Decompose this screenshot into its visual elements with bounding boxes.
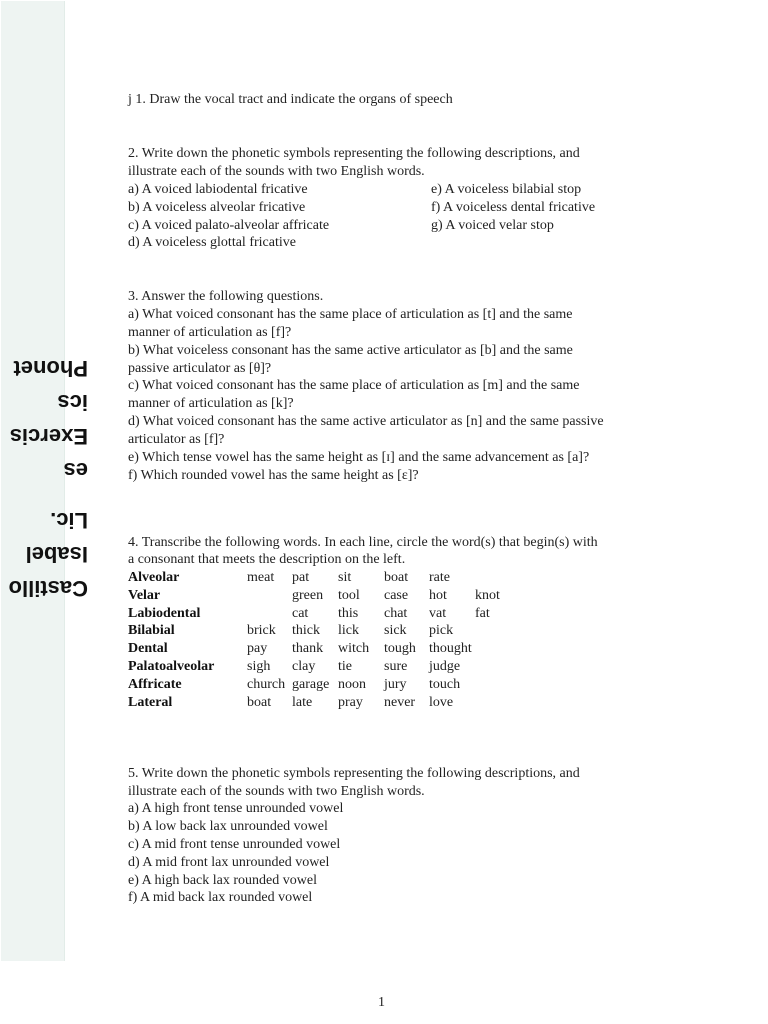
q2-item: c) A voiced palato-alveolar affricate bbox=[128, 218, 330, 233]
word-cell: sure bbox=[384, 659, 408, 674]
q3-line: f) Which rounded vowel has the same height as [ɛ]? bbox=[128, 468, 419, 483]
word-cell: knot bbox=[475, 588, 500, 603]
word-cell: clay bbox=[292, 659, 316, 674]
q4-intro: 4. Transcribe the following words. In each line, circle the word(s) that begin(s) with bbox=[128, 535, 598, 550]
row-label: Bilabial bbox=[128, 623, 175, 638]
row-label: Labiodental bbox=[128, 606, 201, 621]
word-cell: thick bbox=[292, 623, 320, 638]
q5-line: illustrate each of the sounds with two English words. bbox=[128, 784, 425, 799]
word-cell: witch bbox=[338, 641, 370, 656]
word-cell: late bbox=[292, 695, 313, 710]
q2-item: g) A voiced velar stop bbox=[431, 218, 554, 233]
word-cell: church bbox=[247, 677, 286, 692]
q3-line: e) Which tense vowel has the same height as [ɪ] and the same advancement as [a]? bbox=[128, 450, 590, 465]
q5-line: 5. Write down the phonetic symbols representing the following descriptions, and bbox=[128, 766, 580, 781]
q3-line: manner of articulation as [k]? bbox=[128, 396, 294, 411]
word-cell: pay bbox=[247, 641, 268, 656]
q3-line: articulator as [f]? bbox=[128, 432, 225, 447]
sidebar-line: ics bbox=[57, 390, 88, 415]
word-cell: pray bbox=[338, 695, 363, 710]
word-cell: sit bbox=[338, 570, 352, 585]
word-cell: judge bbox=[429, 659, 461, 674]
sidebar-line: Phonet bbox=[13, 356, 88, 381]
word-cell: jury bbox=[384, 677, 407, 692]
q3-line: b) What voiceless consonant has the same active articulator as [b] and the same bbox=[128, 343, 573, 358]
sidebar-band bbox=[1, 1, 88, 961]
q3-line: c) What voiced consonant has the same place of articulation as [m] and the same bbox=[128, 378, 580, 393]
word-cell: thought bbox=[429, 641, 472, 656]
word-cell: touch bbox=[429, 677, 461, 692]
word-cell: meat bbox=[247, 570, 275, 585]
q3-line: a) What voiced consonant has the same place of articulation as [t] and the same bbox=[128, 307, 573, 322]
page-number: 1 bbox=[378, 995, 385, 1010]
word-cell: tough bbox=[384, 641, 416, 656]
word-cell: boat bbox=[247, 695, 272, 710]
row-label: Velar bbox=[128, 588, 161, 603]
row-label: Palatoalveolar bbox=[128, 659, 215, 674]
q3-line: d) What voiced consonant has the same active articulator as [n] and the same passive bbox=[128, 414, 604, 429]
word-cell: rate bbox=[429, 570, 450, 585]
sidebar-line: Exercis bbox=[9, 424, 88, 449]
q5-line: b) A low back lax unrounded vowel bbox=[128, 819, 328, 834]
word-cell: boat bbox=[384, 570, 409, 585]
q2-item: e) A voiceless bilabial stop bbox=[431, 182, 582, 197]
q2-intro: 2. Write down the phonetic symbols representing the following descriptions, and bbox=[128, 146, 580, 161]
row-label: Dental bbox=[128, 641, 168, 656]
word-cell: garage bbox=[292, 677, 330, 692]
word-cell: chat bbox=[384, 606, 408, 621]
q3-line: passive articulator as [θ]? bbox=[128, 361, 272, 376]
q5-line: f) A mid back lax rounded vowel bbox=[128, 890, 313, 905]
q5-line: d) A mid front lax unrounded vowel bbox=[128, 855, 330, 870]
sidebar-line: Lic. bbox=[50, 508, 88, 533]
word-cell: green bbox=[292, 588, 324, 603]
q3-line: manner of articulation as [f]? bbox=[128, 325, 292, 340]
q2-item: b) A voiceless alveolar fricative bbox=[128, 200, 306, 215]
q4-intro: a consonant that meets the description on the left. bbox=[128, 552, 406, 567]
q2-intro: illustrate each of the sounds with two English words. bbox=[128, 164, 425, 179]
sidebar-line: es bbox=[63, 458, 88, 483]
word-cell: pat bbox=[292, 570, 310, 585]
word-cell: never bbox=[384, 695, 416, 710]
row-label: Affricate bbox=[128, 677, 182, 692]
word-cell: noon bbox=[338, 677, 366, 692]
q5-line: a) A high front tense unrounded vowel bbox=[128, 801, 344, 816]
word-cell: tie bbox=[338, 659, 352, 674]
sidebar-title bbox=[1, 331, 101, 601]
word-cell: fat bbox=[475, 606, 490, 621]
word-cell: love bbox=[429, 695, 454, 710]
word-cell: thank bbox=[292, 641, 324, 656]
word-cell: pick bbox=[429, 623, 454, 638]
word-cell: sigh bbox=[247, 659, 271, 674]
question-1: j 1. Draw the vocal tract and indicate the organs of speech bbox=[128, 92, 453, 107]
row-label: Alveolar bbox=[128, 570, 180, 585]
sidebar-line: Isabel bbox=[25, 542, 88, 567]
q5-line: c) A mid front tense unrounded vowel bbox=[128, 837, 341, 852]
q5-line: e) A high back lax rounded vowel bbox=[128, 873, 317, 888]
word-cell: brick bbox=[247, 623, 276, 638]
word-cell: hot bbox=[429, 588, 447, 603]
q3-line: 3. Answer the following questions. bbox=[128, 289, 324, 304]
row-label: Lateral bbox=[128, 695, 173, 710]
word-cell: vat bbox=[429, 606, 447, 621]
word-cell: case bbox=[384, 588, 409, 603]
word-cell: lick bbox=[338, 623, 359, 638]
word-cell: cat bbox=[292, 606, 309, 621]
word-cell: tool bbox=[338, 588, 360, 603]
q2-item: f) A voiceless dental fricative bbox=[431, 200, 596, 215]
word-cell: this bbox=[338, 606, 359, 621]
word-cell: sick bbox=[384, 623, 407, 638]
sidebar-line: Castillo bbox=[8, 576, 88, 601]
q2-item: d) A voiceless glottal fricative bbox=[128, 235, 296, 250]
q2-item: a) A voiced labiodental fricative bbox=[128, 182, 308, 197]
